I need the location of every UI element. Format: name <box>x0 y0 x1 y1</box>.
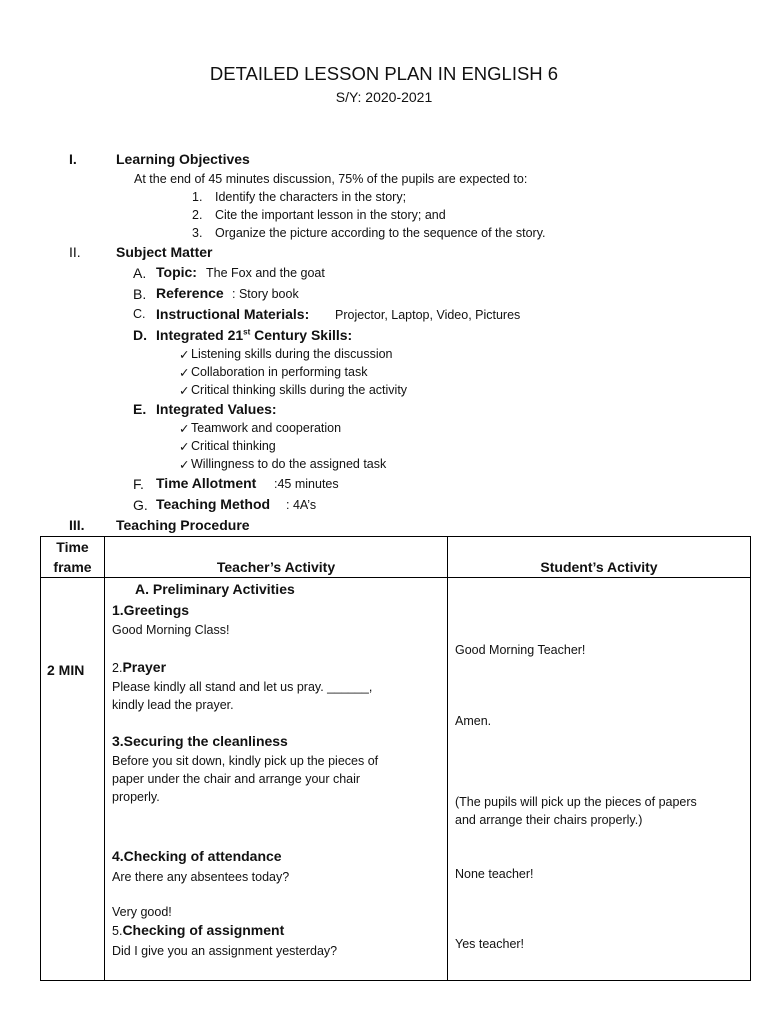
header-time-line2: frame <box>53 559 92 575</box>
check-icon: ✓ <box>179 384 190 398</box>
document-title: DETAILED LESSON PLAN IN ENGLISH 6 <box>209 63 559 84</box>
header-teacher-activity: Teacher’s Activity <box>105 537 448 578</box>
values-label: Integrated Values: <box>156 401 277 417</box>
attendance-title: 4.Checking of attendance <box>112 848 282 864</box>
greetings-response: Good Morning Teacher! <box>455 643 586 657</box>
section-numeral: II. <box>69 244 81 260</box>
value-item: Willingness to do the assigned task <box>191 457 387 471</box>
check-icon: ✓ <box>179 440 190 454</box>
attendance-response: None teacher! <box>455 867 534 881</box>
item-letter: C. <box>133 307 146 321</box>
school-year: S/Y: 2020-2021 <box>335 89 433 105</box>
table-row <box>41 578 751 981</box>
cleanliness-title: 3.Securing the cleanliness <box>112 733 288 749</box>
cleanliness-line: paper under the chair and arrange your chair <box>112 772 361 786</box>
objective-text: Identify the characters in the story; <box>215 190 407 204</box>
check-icon: ✓ <box>179 458 190 472</box>
value-item: Teamwork and cooperation <box>191 421 342 435</box>
materials-value: Projector, Laptop, Video, Pictures <box>335 308 521 322</box>
preliminary-heading: A. Preliminary Activities <box>135 581 295 597</box>
header-time-line1: Time <box>56 539 89 555</box>
table-header-row <box>41 537 751 578</box>
topic-label: Topic: <box>156 264 197 280</box>
time-value: 2 MIN <box>47 662 85 678</box>
teaching-method-value: : 4A’s <box>286 498 317 512</box>
objective-text: Organize the picture according to the sequence of the story. <box>215 226 546 240</box>
header-student-activity: Student’s Activity <box>448 537 751 578</box>
cleanliness-line: properly. <box>112 790 160 804</box>
item-letter: B. <box>133 286 147 302</box>
teaching-procedure-table <box>40 536 751 981</box>
reference-label: Reference <box>156 285 224 301</box>
prayer-title: 2.Prayer <box>112 659 167 675</box>
objective-number: 3. <box>192 226 203 240</box>
section-numeral: III. <box>69 517 85 533</box>
item-letter: A. <box>133 265 147 281</box>
time-allotment-value: :45 minutes <box>274 477 339 491</box>
item-letter: F. <box>133 476 144 492</box>
section-numeral: I. <box>69 151 77 167</box>
section-heading-objectives: Learning Objectives <box>116 151 250 167</box>
objective-text: Cite the important lesson in the story; and <box>215 208 446 222</box>
greetings-title: 1.Greetings <box>112 602 190 618</box>
materials-label: Instructional Materials: <box>156 306 310 322</box>
header-time-frame <box>41 537 105 578</box>
attendance-text: Are there any absentees today? <box>112 870 290 884</box>
time-allotment-label: Time Allotment <box>156 475 257 491</box>
cleanliness-line: Before you sit down, kindly pick up the pieces of <box>112 754 379 768</box>
section-heading-subject-matter: Subject Matter <box>116 244 213 260</box>
prayer-line: kindly lead the prayer. <box>112 698 234 712</box>
item-letter: E. <box>133 401 147 417</box>
cleanliness-response: and arrange their chairs properly.) <box>455 813 643 827</box>
check-icon: ✓ <box>179 366 190 380</box>
skill-item: Listening skills during the discussion <box>191 347 393 361</box>
attendance-followup: Very good! <box>112 905 172 919</box>
teaching-method-label: Teaching Method <box>156 496 271 512</box>
assignment-text: Did I give you an assignment yesterday? <box>112 944 338 958</box>
item-letter: G. <box>133 497 148 513</box>
objectives-intro: At the end of 45 minutes discussion, 75% of the pupils are expected to: <box>134 172 528 186</box>
time-cell <box>41 578 105 981</box>
skill-item: Collaboration in performing task <box>191 365 368 379</box>
assignment-title: 5.Checking of assignment <box>112 922 285 938</box>
reference-value: : Story book <box>232 287 299 301</box>
teacher-activity-cell <box>105 578 448 981</box>
skill-item: Critical thinking skills during the activity <box>191 383 408 397</box>
objective-number: 1. <box>192 190 203 204</box>
prayer-response: Amen. <box>455 714 492 728</box>
topic-value: The Fox and the goat <box>206 266 325 280</box>
check-icon: ✓ <box>179 348 190 362</box>
assignment-response: Yes teacher! <box>455 937 525 951</box>
skills-label: Integrated 21st Century Skills: <box>156 327 353 343</box>
item-letter: D. <box>133 327 147 343</box>
prayer-line: Please kindly all stand and let us pray. ______, <box>112 680 373 694</box>
section-heading-procedure: Teaching Procedure <box>116 517 250 533</box>
cleanliness-response: (The pupils will pick up the pieces of papers <box>455 795 697 809</box>
value-item: Critical thinking <box>191 439 276 453</box>
check-icon: ✓ <box>179 422 190 436</box>
greetings-text: Good Morning Class! <box>112 623 230 637</box>
student-activity-cell <box>448 578 751 981</box>
objective-number: 2. <box>192 208 203 222</box>
